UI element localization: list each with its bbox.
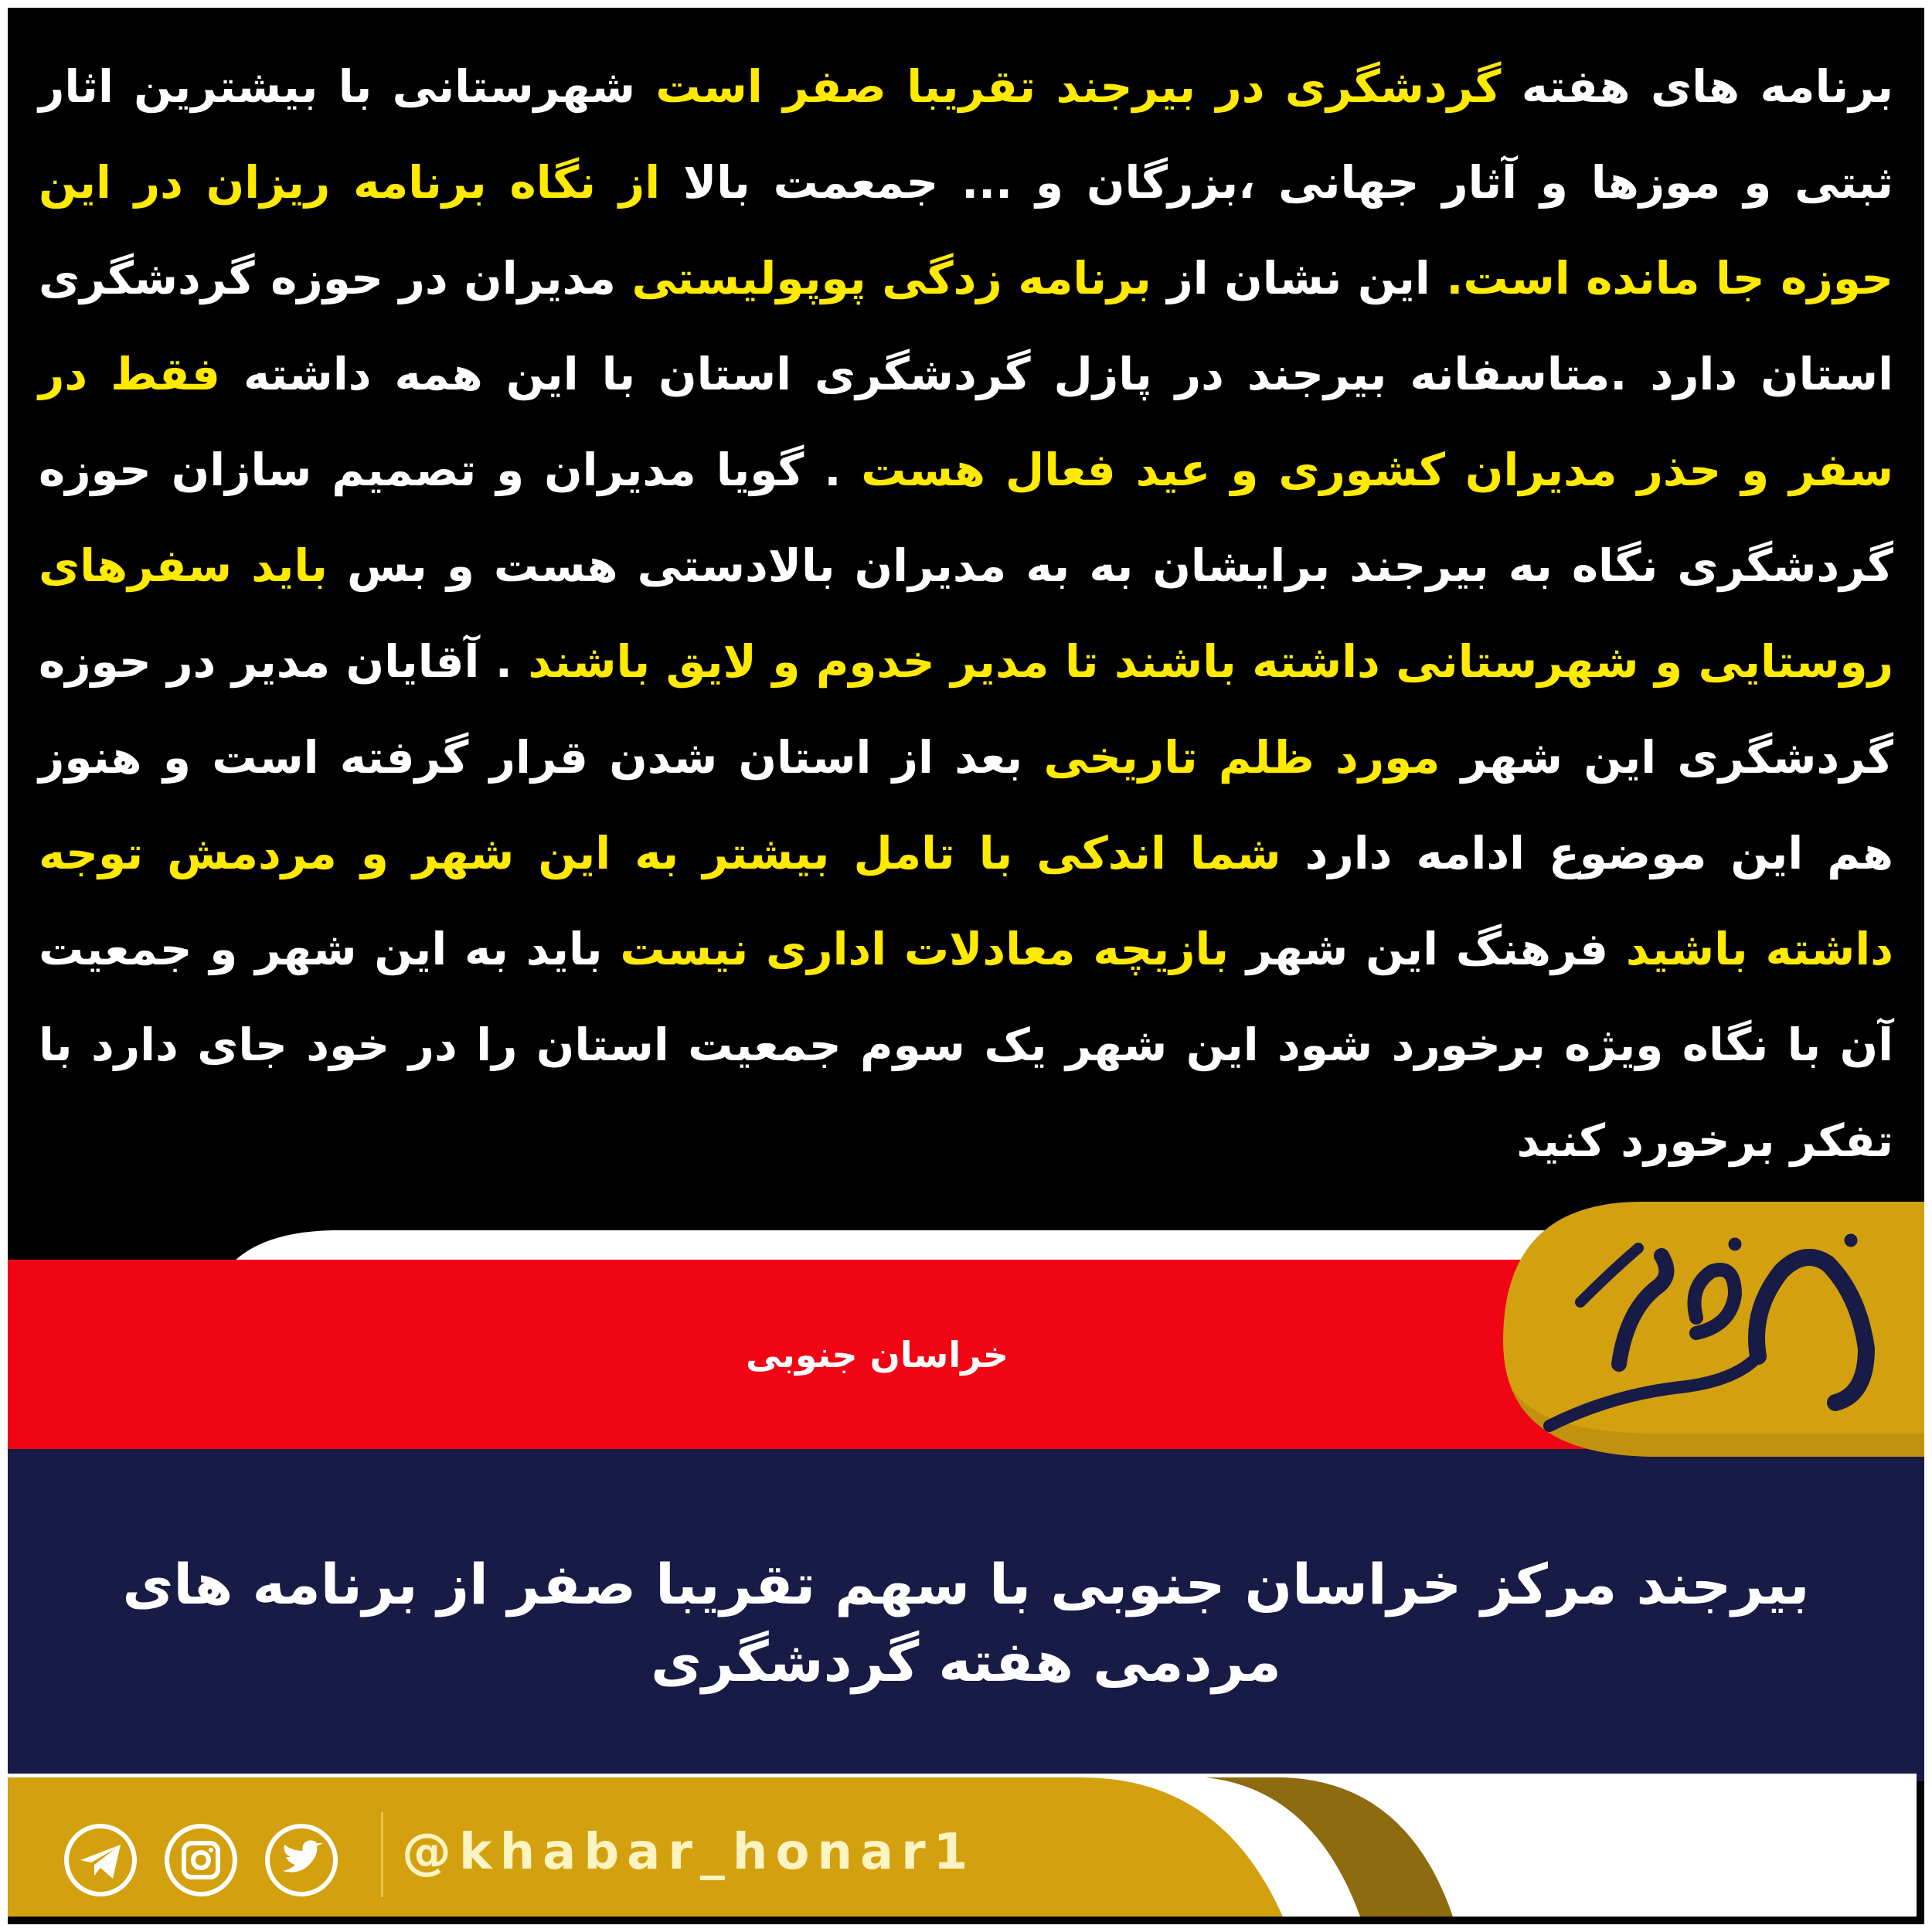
- article-text: باید به این شهر و جمعیت آن با نگاه ویژه برخورد شود این شهر یک سوم جمعیت استان را در خود جای دارد با تفکر برخورد کنید: [39, 923, 1893, 1167]
- highlighted-text: بازیچه معادلات اداری نیست: [620, 923, 1230, 975]
- article-text: فرهنگ این شهر: [1229, 923, 1626, 975]
- khabar-honar-logo: [1503, 1202, 1924, 1480]
- instagram-icon[interactable]: [161, 1820, 241, 1900]
- headline-text: بیرجند مرکز خراسان جنوبی با سهم تقریبا صفر از برنامه های مردمی هفته گردشگری: [122, 1552, 1810, 1694]
- highlighted-text: شما اندکی با تامل بیشتر به این شهر و مردمش توجه داشته باشید: [39, 827, 1893, 975]
- telegram-icon[interactable]: [60, 1820, 141, 1900]
- article-text: . آقایان مدیر در حوزه گردشگری این شهر: [39, 635, 1894, 784]
- highlighted-text: باید سفرهای روستایی و شهرستانی داشته باشند تا مدیر خدوم و لایق باشند: [39, 539, 1893, 688]
- highlighted-text: برنامه زدگی پوپولیستی: [631, 252, 1151, 304]
- twitter-icon[interactable]: [261, 1820, 342, 1900]
- post-frame: [8, 8, 1924, 1924]
- article-text: . گویا مدیران و تصمیم سازان حوزه گردشگری نگاه به بیرجند برایشان به به مدیران بالادستی هست و بس: [39, 444, 1893, 592]
- region-label: خراسان جنوبی: [746, 1333, 1009, 1376]
- article-text: بعد از استان شدن قرار گرفته است و هنوز هم این موضوع ادامه دارد: [39, 731, 1893, 879]
- social-handle[interactable]: @khabar_honar1: [402, 1824, 976, 1881]
- article-text: مدیران در حوزه گردشگری استان دارد .متاسفانه بیرجند در پازل گردشگری استان با این همه داشته: [39, 252, 1893, 400]
- footer-divider: [381, 1812, 383, 1897]
- article-body: [39, 39, 1893, 1190]
- highlighted-text: از نگاه برنامه ریزان در این حوزه جا مانده است.: [39, 156, 1894, 304]
- highlighted-text: گردشگری در بیرجند تقریبا صفر است: [655, 60, 1502, 113]
- article-text: شهرستانی با بیشترین اثار ثبتی و موزها و آثار جهانی ،بزرگان و ... جمعمت بالا: [39, 60, 1893, 209]
- article-text: برنامه های هفته: [1501, 60, 1894, 113]
- highlighted-text: مورد ظلم تاریخی: [1043, 731, 1440, 784]
- article-text: این نشان از: [1151, 252, 1447, 304]
- highlighted-text: فقط در سفر و حذر مدیران کشوری و عید فعال هست: [39, 348, 1894, 496]
